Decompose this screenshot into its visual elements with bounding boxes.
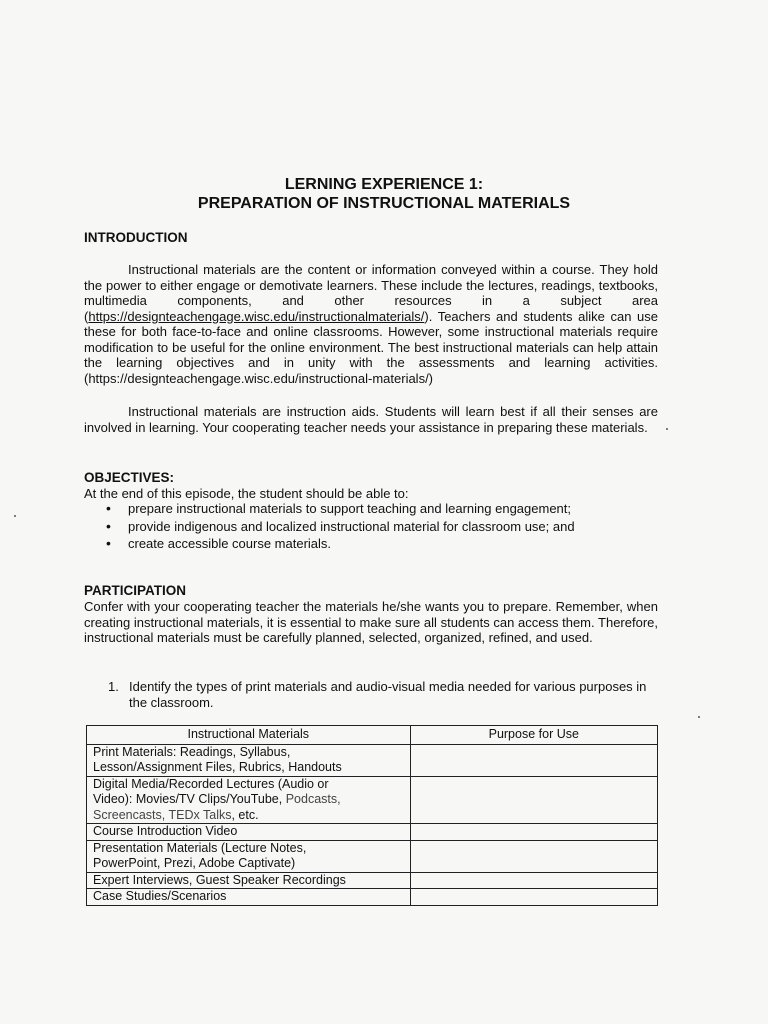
material-text: Print Materials: Readings, Syllabus,: [93, 744, 291, 759]
header-instructional-materials: Instructional Materials: [87, 726, 411, 745]
purpose-cell[interactable]: [410, 824, 657, 841]
material-cell: Case Studies/Scenarios: [87, 889, 411, 906]
title-line-1: LERNING EXPERIENCE 1:: [284, 176, 484, 193]
participation-task-1: [108, 679, 648, 710]
objectives-heading: OBJECTIVES:: [84, 470, 175, 485]
introduction-paragraph-1: [84, 262, 658, 386]
participation-text: Confer with your cooperating teacher the materials he/she wants you to prepare. Remember, when creating instructional materials, it is essential to make sure all students can access them. Therefore, instructional materials must be carefully planned, selected, organized, refined, and used.: [84, 599, 658, 645]
table-row: [87, 824, 658, 841]
material-cell: Expert Interviews, Guest Speaker Recordings: [87, 872, 411, 889]
task-text: Identify the types of print materials and audio-visual media needed for various purposes in the classroom.: [129, 679, 647, 710]
table-row: [87, 872, 658, 889]
material-cell: [87, 744, 411, 776]
intro-p2-text: Instructional materials are instruction aids. Students will learn best if all their senses are involved in learning. Your cooperating teacher needs your assistance in preparing these materials.: [84, 404, 658, 435]
intro-p1-text-a: Instructional materials are the content or information conveyed within a course. They hold the power to either engage or demotivate learners. These include the lectures, readings, textbooks, multimedia components, and other resources in a subject area (: [84, 262, 658, 324]
intro-p1-text-b: ). Teachers and students alike can use these for both face-to-face and online classrooms. However, some instructional materials require modification to be useful for the online environment. The best instructional materials can help attain the learning objectives and in unity with the assessments and learning activities. (https://designteachengage.wisc.edu/instructional-materials/): [84, 308, 658, 386]
material-cell: [87, 840, 411, 872]
purpose-cell[interactable]: [410, 872, 657, 889]
table-row: [87, 776, 658, 824]
material-text-light: Podcasts,: [285, 792, 341, 806]
material-cell: [87, 776, 411, 824]
material-text: Lesson/Assignment Files, Rubrics, Handouts: [93, 760, 342, 774]
title-line-2: PREPARATION OF INSTRUCTIONAL MATERIALS: [197, 195, 571, 212]
material-text: Presentation Materials (Lecture Notes,: [93, 840, 307, 855]
material-cell: Course Introduction Video: [87, 824, 411, 841]
material-text: PowerPoint, Prezi, Adobe Captivate): [93, 856, 296, 870]
purpose-cell[interactable]: [410, 744, 657, 776]
objective-item: • create accessible course materials.: [104, 535, 664, 553]
table-row: [87, 889, 658, 906]
intro-source-link[interactable]: https://designteachengage.wisc.edu/instructionalmaterials/: [88, 308, 425, 324]
material-text: Video): Movies/TV Clips/YouTube,: [93, 792, 286, 806]
table-row: [87, 744, 658, 776]
objective-item: • provide indigenous and localized instructional material for classroom use; and: [104, 518, 664, 536]
table-row: [87, 840, 658, 872]
introduction-heading: INTRODUCTION: [84, 230, 188, 245]
objective-item: • prepare instructional materials to support teaching and learning engagement;: [104, 500, 664, 518]
material-text: Digital Media/Recorded Lectures (Audio or: [93, 776, 329, 791]
objectives-lead: At the end of this episode, the student should be able to:: [84, 486, 409, 501]
material-text: , etc.: [231, 807, 259, 822]
objectives-list: [104, 500, 664, 553]
purpose-cell[interactable]: [410, 840, 657, 872]
participation-heading: PARTICIPATION: [84, 583, 186, 598]
purpose-cell[interactable]: [410, 776, 657, 824]
introduction-paragraph-2: [84, 404, 658, 435]
scan-speck: [14, 515, 16, 517]
purpose-cell[interactable]: [410, 889, 657, 906]
material-text-light: Screencasts, TEDx Talks: [93, 807, 232, 822]
scan-speck: [666, 428, 668, 430]
table-header-row: [87, 726, 658, 745]
header-purpose-for-use: Purpose for Use: [410, 726, 657, 745]
task-number: 1.: [108, 679, 119, 694]
instructional-materials-table: [86, 725, 658, 906]
scan-speck: [698, 716, 700, 718]
